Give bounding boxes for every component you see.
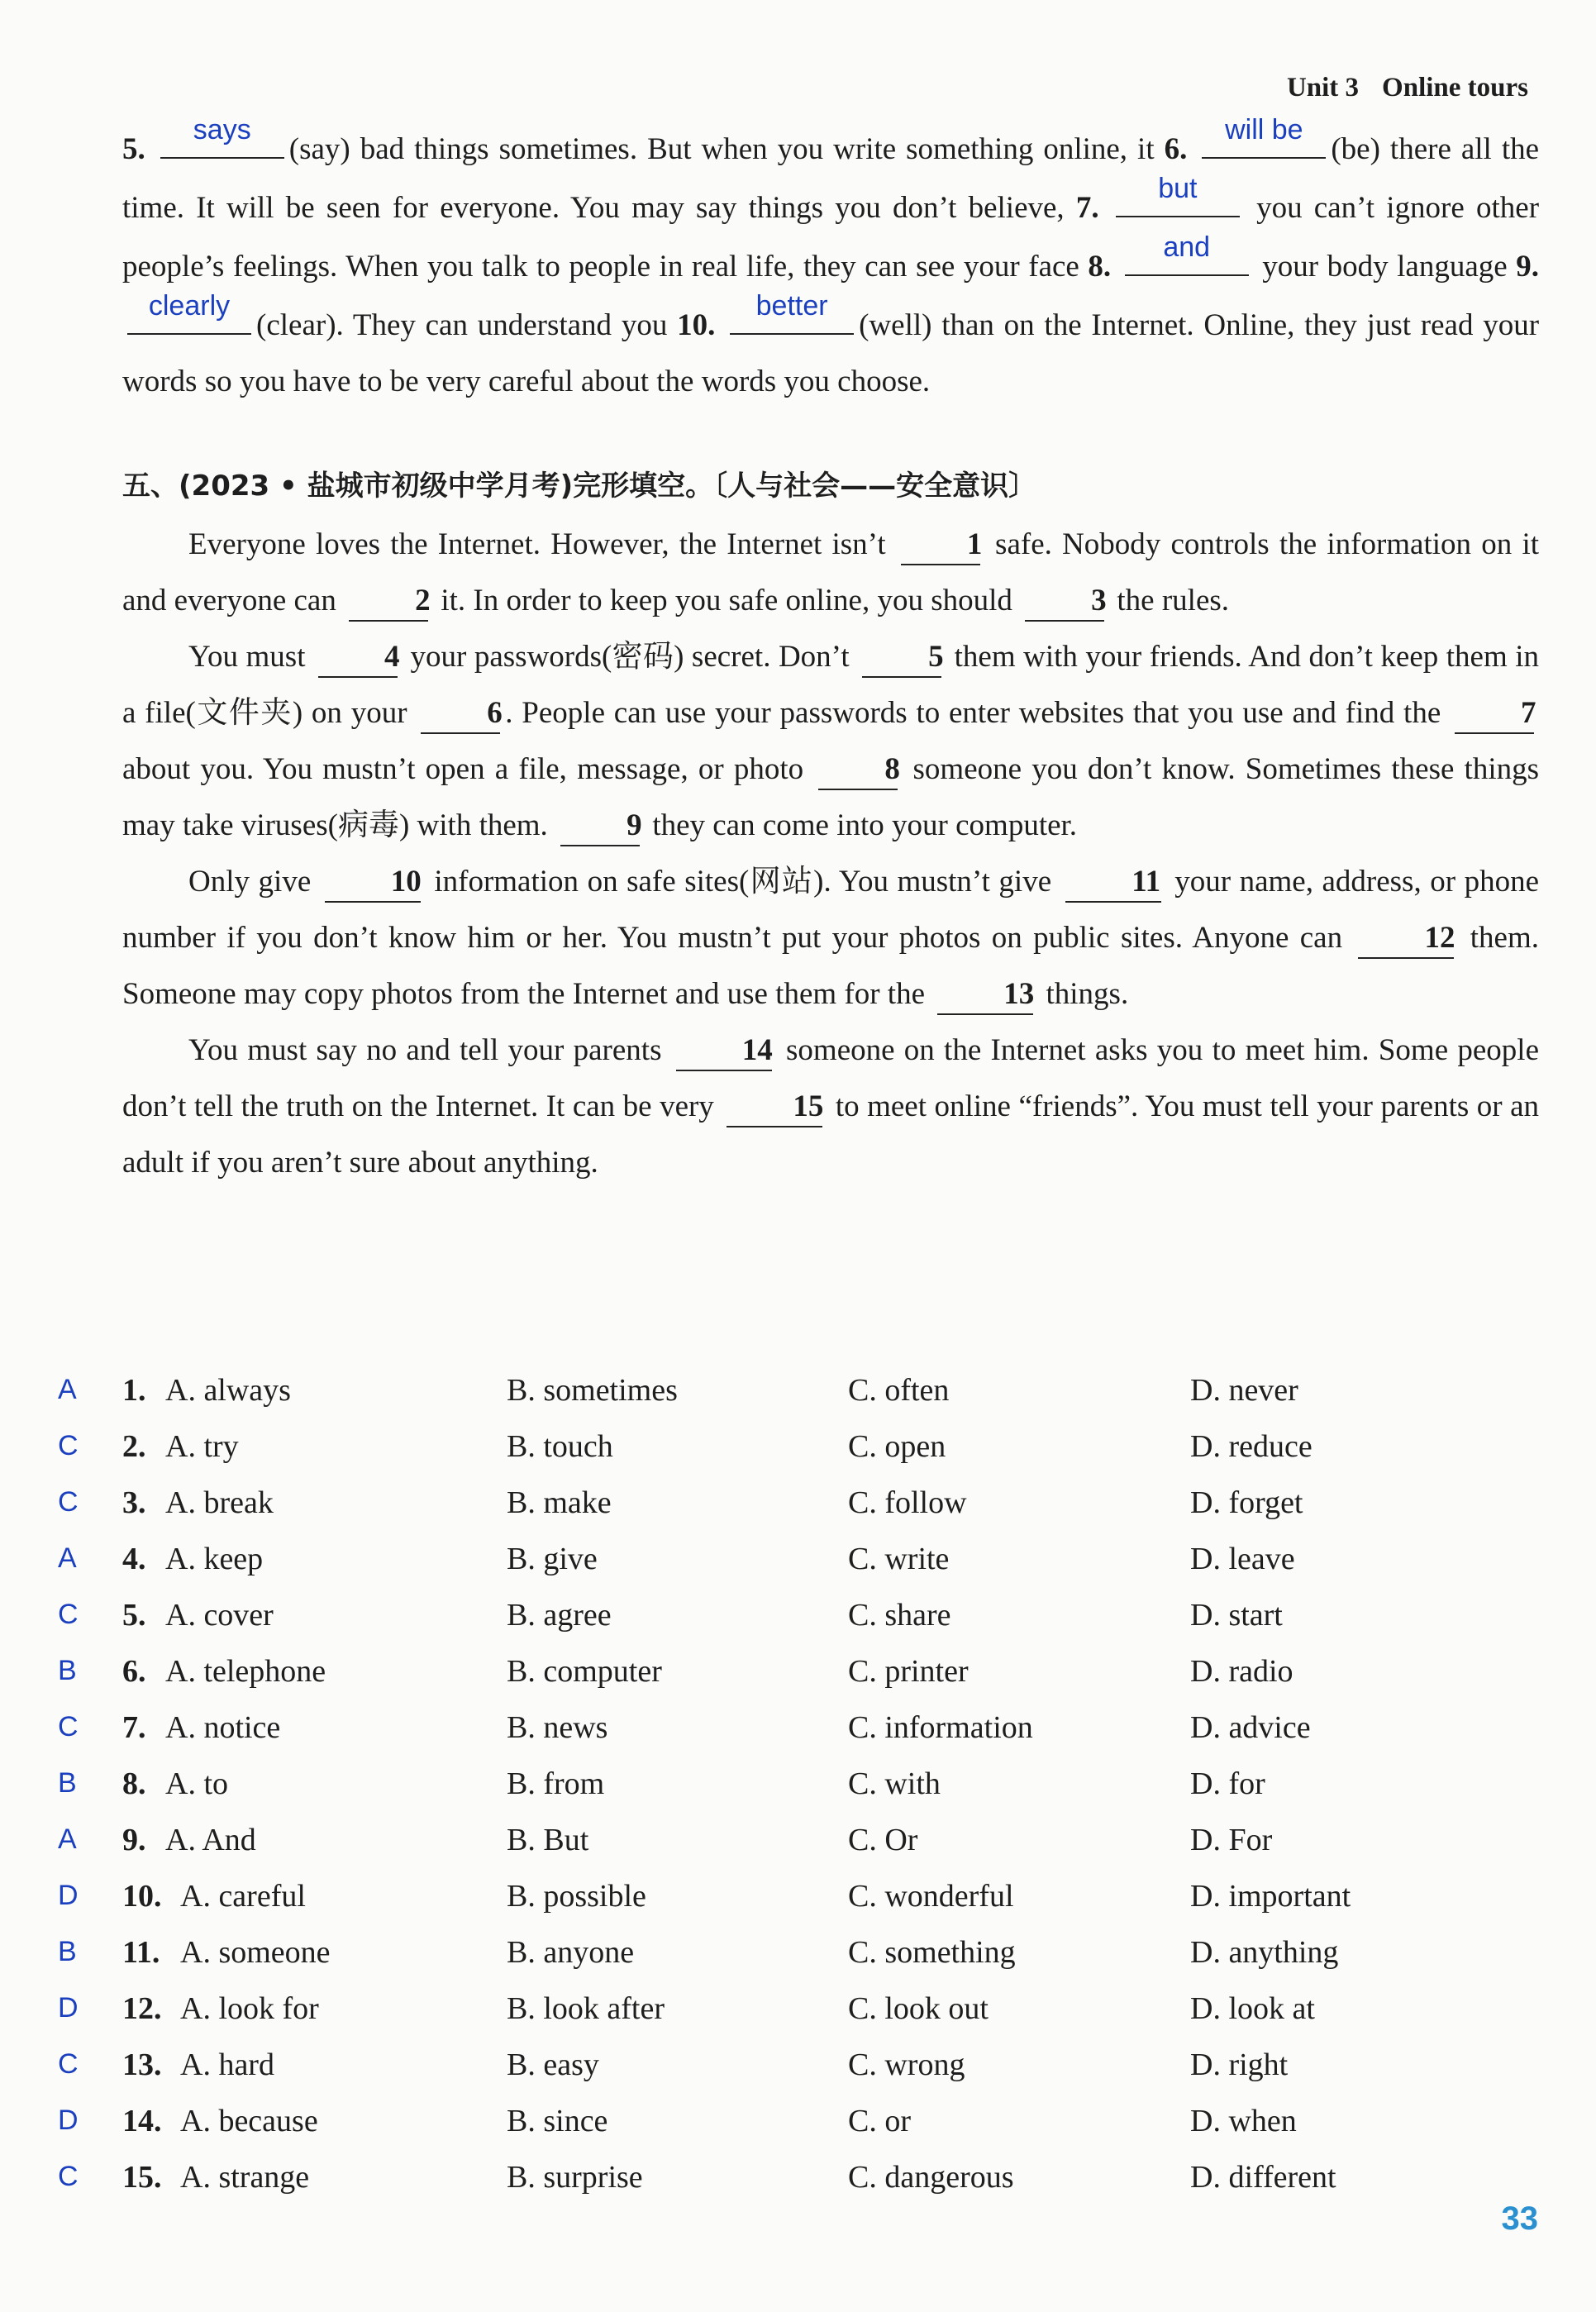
cloze-blank[interactable]: 7 bbox=[1455, 694, 1534, 734]
item-number: 9. bbox=[1516, 250, 1539, 284]
cloze-text: it. In order to keep you safe online, you should bbox=[441, 584, 1012, 617]
option-c[interactable]: C. wrong bbox=[848, 2047, 965, 2082]
option-d[interactable]: D. important bbox=[1190, 1879, 1351, 1914]
passage-fill-in bbox=[122, 114, 1540, 410]
handwritten-choice: C bbox=[58, 1599, 79, 1630]
cloze-text: safe. Nobody controls the information on it and everyone can bbox=[122, 527, 1540, 617]
cloze-blank[interactable]: 11 bbox=[1065, 863, 1161, 903]
handwritten-answer: better bbox=[755, 290, 828, 322]
option-d[interactable]: D. for bbox=[1190, 1766, 1265, 1801]
handwritten-answer: but bbox=[1158, 173, 1198, 204]
unit-label: Unit 3 bbox=[1286, 73, 1360, 102]
handwritten-choice: A bbox=[58, 1542, 77, 1574]
option-b[interactable]: B. news bbox=[507, 1710, 608, 1745]
page-number: 33 bbox=[1501, 2200, 1538, 2237]
option-d[interactable]: D. reduce bbox=[1190, 1429, 1313, 1464]
option-c[interactable]: C. often bbox=[848, 1373, 950, 1408]
item-number: 5. bbox=[122, 132, 145, 166]
option-d[interactable]: D. start bbox=[1190, 1598, 1283, 1633]
handwritten-choice: A bbox=[58, 1823, 77, 1855]
option-b[interactable]: B. anyone bbox=[507, 1935, 635, 1970]
option-b[interactable]: B. look after bbox=[507, 1991, 665, 2026]
cloze-paragraph: You must say no and tell your parents 14 someone on the Internet asks you to meet him. Some people don’t tell the truth on the Internet. It can be very 15 to meet online “friends”. You must tell your parents or an adult if you aren’t sure about anything. bbox=[122, 1033, 1540, 1180]
option-c[interactable]: C. share bbox=[848, 1598, 951, 1633]
option-d[interactable]: D. right bbox=[1190, 2047, 1289, 2082]
question-row: B 6. A. telephone B. computer C. printer D. radio bbox=[58, 1654, 1293, 1689]
answer-blank[interactable] bbox=[1202, 114, 1326, 159]
option-c[interactable]: C. open bbox=[848, 1429, 946, 1464]
handwritten-answer: says bbox=[193, 114, 251, 145]
question-row: C 13. A. hard B. easy C. wrong D. right bbox=[58, 2047, 1289, 2082]
handwritten-choice: A bbox=[58, 1374, 77, 1405]
question-row: A 9. A. And B. But C. Or D. For bbox=[58, 1823, 1273, 1857]
option-d[interactable]: D. radio bbox=[1190, 1654, 1293, 1689]
option-c[interactable]: C. printer bbox=[848, 1654, 969, 1689]
handwritten-choice: D bbox=[58, 1880, 79, 1911]
handwritten-choice: B bbox=[58, 1655, 77, 1686]
cloze-blank[interactable]: 10 bbox=[325, 863, 421, 903]
question-row: B 11. A. someone B. anyone C. something D. anything bbox=[58, 1935, 1339, 1970]
handwritten-choice: C bbox=[58, 1711, 79, 1742]
question-row: D 14. A. because B. since C. or D. when bbox=[58, 2104, 1297, 2138]
cloze-blank[interactable]: 14 bbox=[676, 1032, 772, 1071]
cloze-blank[interactable]: 13 bbox=[937, 975, 1033, 1015]
option-d[interactable]: D. forget bbox=[1190, 1485, 1303, 1520]
question-row: C 3. A. break B. make C. follow D. forget bbox=[58, 1485, 1303, 1520]
option-a[interactable]: A. cover bbox=[165, 1598, 274, 1633]
option-a[interactable]: A. careful bbox=[180, 1879, 306, 1914]
option-d[interactable]: D. advice bbox=[1190, 1710, 1311, 1745]
item-number: 6. bbox=[1164, 132, 1188, 166]
cloze-paragraph: You must 4 your passwords(密码) secret. Don’t 5 them with your friends. And don’t keep them in a file(文件夹) on your 6. People can use your passwords to enter websites that you use and find the 7 about you. You mustn’t open a file, message, or photo 8 someone you don’t know. Sometimes these things may take viruses(病毒) with them. 9 they can come into your computer. bbox=[122, 629, 1539, 854]
option-c[interactable]: C. wonderful bbox=[848, 1879, 1014, 1914]
passage-text: (well) than on the Internet. Online, they just read your words so you have to be very careful about the words you choose. bbox=[122, 308, 1540, 398]
cloze-blank[interactable]: 5 bbox=[862, 638, 941, 678]
option-a[interactable]: A. always bbox=[165, 1373, 291, 1408]
cloze-blank[interactable]: 3 bbox=[1025, 582, 1104, 622]
option-b[interactable]: B. touch bbox=[507, 1429, 613, 1464]
passage-text: (clear). They can understand you bbox=[256, 308, 668, 342]
handwritten-answer: clearly bbox=[148, 290, 231, 322]
option-b[interactable]: B. give bbox=[507, 1542, 598, 1576]
cloze-paragraph: Only give 10 information on safe sites(网站). You mustn’t give 11 your name, address, or phone number if you don’t know him or her. You mustn’t put your photos on public sites. Anyone can 12 them. Someone may copy photos from the Internet and use them for the 13 things. bbox=[122, 854, 1539, 1023]
item-number: 8. bbox=[1088, 250, 1112, 284]
option-a[interactable]: A. look for bbox=[180, 1991, 319, 2026]
passage-text: your body language bbox=[1262, 250, 1508, 284]
question-row: D 12. A. look for B. look after C. look out D. look at bbox=[58, 1991, 1315, 2026]
option-d[interactable]: D. For bbox=[1190, 1823, 1273, 1857]
option-c[interactable]: C. follow bbox=[848, 1485, 967, 1520]
cloze-passage bbox=[122, 517, 1539, 1191]
handwritten-choice: D bbox=[58, 1992, 79, 2024]
answer-blank[interactable] bbox=[160, 114, 284, 159]
question-row: B 8. A. to B. from C. with D. for bbox=[58, 1766, 1265, 1801]
option-c[interactable]: C. something bbox=[848, 1935, 1016, 1970]
option-b[interactable]: B. easy bbox=[507, 2047, 599, 2082]
question-row: C 5. A. cover B. agree C. share D. start bbox=[58, 1598, 1283, 1633]
handwritten-choice: D bbox=[58, 2105, 79, 2136]
cloze-text: the rules. bbox=[1117, 584, 1230, 617]
section-title: 五、(2023 • 盐城市初级中学月考)完形填空。〔人与社会——安全意识〕 bbox=[122, 470, 1037, 503]
cloze-blank[interactable]: 8 bbox=[818, 751, 898, 790]
option-b[interactable]: B. But bbox=[507, 1823, 589, 1857]
answer-blank[interactable] bbox=[1116, 173, 1240, 217]
option-d[interactable]: D. look at bbox=[1190, 1991, 1315, 2026]
option-a[interactable]: A. And bbox=[165, 1823, 256, 1857]
question-row: A 1. A. always B. sometimes C. often D. never bbox=[58, 1373, 1298, 1408]
option-a[interactable]: A. keep bbox=[165, 1542, 264, 1576]
question-row: A 4. A. keep B. give C. write D. leave bbox=[58, 1542, 1295, 1576]
cloze-blank[interactable]: 2 bbox=[349, 582, 428, 622]
option-a[interactable]: A. telephone bbox=[165, 1654, 326, 1689]
handwritten-choice: C bbox=[58, 1486, 79, 1518]
option-d[interactable]: D. when bbox=[1190, 2104, 1297, 2138]
cloze-blank[interactable]: 12 bbox=[1358, 919, 1454, 959]
question-row: C 7. A. notice B. news C. information D. advice bbox=[58, 1710, 1311, 1745]
option-c[interactable]: C. write bbox=[848, 1542, 950, 1576]
option-b[interactable]: B. make bbox=[507, 1485, 612, 1520]
question-row: D 10. A. careful B. possible C. wonderful D. important bbox=[58, 1879, 1351, 1914]
handwritten-choice: C bbox=[58, 1430, 79, 1461]
unit-title: Online tours bbox=[1382, 73, 1528, 102]
cloze-text: Everyone loves the Internet. However, the Internet isn’t bbox=[188, 527, 886, 561]
cloze-blank[interactable]: 9 bbox=[560, 807, 640, 846]
cloze-blank[interactable]: 1 bbox=[901, 526, 980, 565]
option-a[interactable]: A. notice bbox=[165, 1710, 281, 1745]
option-b[interactable]: B. from bbox=[507, 1766, 605, 1801]
handwritten-answer: and bbox=[1163, 231, 1211, 263]
cloze-blank[interactable]: 6 bbox=[421, 694, 500, 734]
question-row: C 15. A. strange B. surprise C. dangerous D. different bbox=[58, 2160, 1336, 2195]
handwritten-choice: C bbox=[58, 2161, 79, 2192]
question-row: C 2. A. try B. touch C. open D. reduce bbox=[58, 1429, 1313, 1464]
option-b[interactable]: B. computer bbox=[507, 1654, 662, 1689]
option-a[interactable]: A. someone bbox=[180, 1935, 331, 1970]
item-number: 10. bbox=[677, 308, 716, 342]
options-list bbox=[50, 1364, 1537, 2207]
option-d[interactable]: D. never bbox=[1190, 1373, 1298, 1408]
option-a[interactable]: A. to bbox=[165, 1766, 228, 1801]
option-d[interactable]: D. anything bbox=[1190, 1935, 1339, 1970]
answer-blank[interactable] bbox=[1125, 231, 1249, 276]
handwritten-choice: B bbox=[58, 1767, 77, 1799]
option-c[interactable]: C. information bbox=[848, 1710, 1033, 1745]
option-c[interactable]: C. dangerous bbox=[848, 2160, 1014, 2195]
cloze-blank[interactable]: 15 bbox=[727, 1088, 822, 1127]
answer-blank[interactable] bbox=[127, 290, 251, 335]
option-c[interactable]: C. or bbox=[848, 2104, 911, 2138]
option-a[interactable]: A. break bbox=[165, 1485, 274, 1520]
passage-text: you can’t ignore other people’s feelings. When you talk to people in real life, they can see your face bbox=[122, 191, 1540, 284]
option-b[interactable]: B. sometimes bbox=[507, 1373, 678, 1408]
item-number: 7. bbox=[1075, 191, 1099, 225]
answer-blank[interactable] bbox=[730, 290, 854, 335]
option-a[interactable]: A. try bbox=[165, 1429, 239, 1464]
passage-text: (be) there all the time. It will be seen for everyone. You may say things you don’t believe, bbox=[122, 132, 1540, 225]
page-header bbox=[1287, 73, 1528, 103]
option-d[interactable]: D. different bbox=[1190, 2160, 1336, 2195]
option-b[interactable]: B. agree bbox=[507, 1598, 612, 1633]
handwritten-answer: will be bbox=[1225, 114, 1303, 145]
option-a[interactable]: A. because bbox=[180, 2104, 318, 2138]
option-b[interactable]: B. surprise bbox=[507, 2160, 643, 2195]
cloze-blank[interactable]: 4 bbox=[318, 638, 398, 678]
option-a[interactable]: A. strange bbox=[180, 2160, 310, 2195]
option-a[interactable]: A. hard bbox=[180, 2047, 274, 2082]
handwritten-choice: C bbox=[58, 2048, 79, 2080]
handwritten-choice: B bbox=[58, 1936, 77, 1967]
passage-text: (say) bad things sometimes. But when you write something online, it bbox=[288, 132, 1155, 166]
option-b[interactable]: B. possible bbox=[507, 1879, 646, 1914]
option-c[interactable]: C. look out bbox=[848, 1991, 989, 2026]
option-c[interactable]: C. with bbox=[848, 1766, 941, 1801]
option-d[interactable]: D. leave bbox=[1190, 1542, 1295, 1576]
option-b[interactable]: B. since bbox=[507, 2104, 608, 2138]
option-c[interactable]: C. Or bbox=[848, 1823, 918, 1857]
